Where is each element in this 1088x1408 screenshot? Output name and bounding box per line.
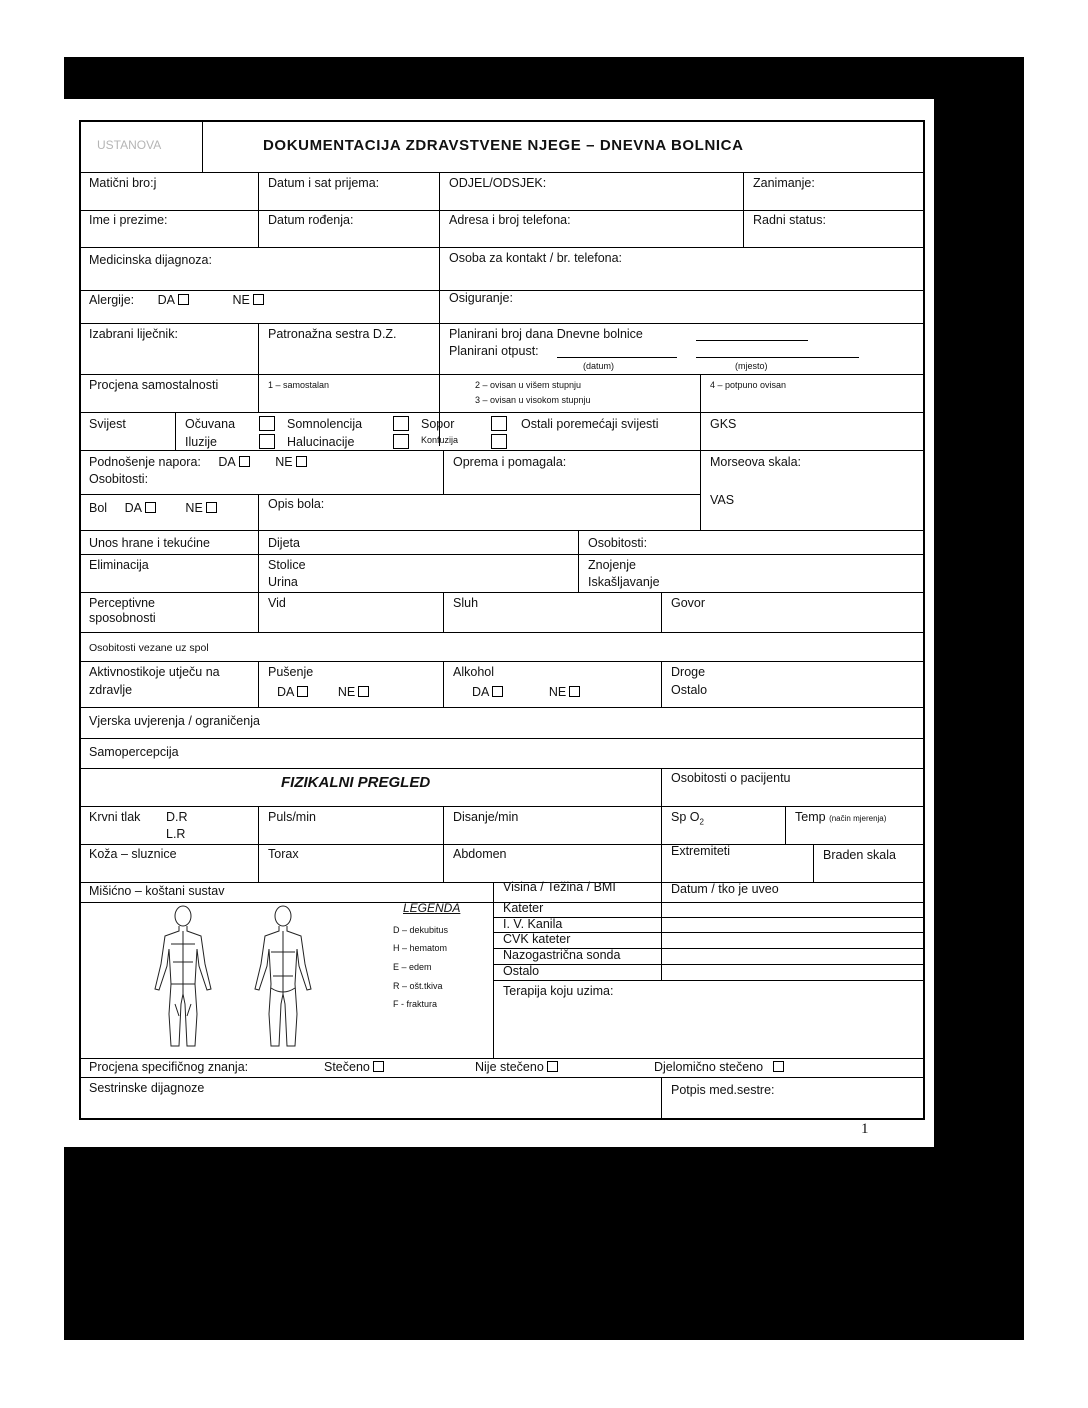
body-front-icon: [155, 906, 211, 1046]
vid-label: Vid: [268, 596, 286, 610]
disanje-label: Disanje/min: [453, 810, 519, 824]
osiguranje-label: Osiguranje:: [449, 291, 513, 305]
djelomicno-checkbox[interactable]: [773, 1061, 784, 1072]
nije-steceno-option: Nije stečeno: [475, 1060, 558, 1074]
alkohol-ne-checkbox[interactable]: [569, 686, 580, 697]
alkohol-da-checkbox[interactable]: [492, 686, 503, 697]
legend-f: F - fraktura: [393, 999, 438, 1009]
koza-label: Koža – sluznice: [89, 847, 177, 861]
fizikalni-pregled-heading: FIZIKALNI PREGLED: [281, 774, 431, 791]
opis-bola-label: Opis bola:: [268, 497, 325, 511]
dijeta-label: Dijeta: [268, 536, 300, 550]
device-kateter: Kateter: [503, 901, 544, 915]
napor-osobitosti-label: Osobitosti:: [89, 472, 149, 486]
sluh-label: Sluh: [453, 596, 479, 610]
nije-steceno-checkbox[interactable]: [547, 1061, 558, 1072]
ocuvana-label: Očuvana: [185, 417, 236, 431]
planirani-dani-label: Planirani broj dana Dnevne bolnice: [449, 327, 643, 341]
droge-label: Droge: [671, 665, 706, 679]
patronazna-label: Patronažna sestra D.Z.: [268, 327, 397, 341]
puls-label: Puls/min: [268, 810, 316, 824]
torax-label: Torax: [268, 847, 299, 861]
ocuvana-checkbox[interactable]: [259, 416, 275, 431]
vas-label: VAS: [710, 493, 735, 507]
scan-border-top: [64, 57, 1024, 99]
halucinacije-checkbox[interactable]: [393, 434, 409, 449]
pusenje-options: DA NE: [277, 685, 369, 699]
napor-da-checkbox[interactable]: [239, 456, 250, 467]
institution-label: USTANOVA: [97, 138, 162, 152]
morse-label: Morseova skala:: [710, 455, 802, 469]
stolice-label: Stolice: [268, 558, 306, 572]
device-nazogastricna: Nazogastrična sonda: [503, 948, 621, 962]
spo2-label: Sp $O_2$: [671, 810, 704, 827]
datum-caption: (datum): [583, 361, 615, 371]
osobitosti-spol-label: Osobitosti vezane uz spol: [89, 642, 209, 654]
legend-d: D – dekubitus: [393, 925, 449, 935]
ime-prezime-label: Ime i prezime:: [89, 213, 168, 227]
radni-status-label: Radni status:: [753, 213, 826, 227]
samostalnost-3: 3 – ovisan u visokom stupnju: [475, 395, 591, 405]
terapija-label: Terapija koju uzima:: [503, 984, 614, 998]
procjena-znanja-label: Procjena specifičnog znanja:: [89, 1060, 249, 1074]
procjena-samostalnosti-label: Procjena samostalnosti: [89, 378, 219, 392]
datum-rodenja-label: Datum rođenja:: [268, 213, 354, 227]
podnosenje-napora-label: Podnošenje napora: DA NE: [89, 455, 307, 469]
krvni-dr-label: D.R: [166, 810, 188, 824]
abdomen-label: Abdomen: [453, 847, 507, 861]
bol-da-checkbox[interactable]: [145, 502, 156, 513]
napor-ne-checkbox[interactable]: [296, 456, 307, 467]
maticni-broj-label: Matični bro:j: [89, 176, 157, 190]
alergije-da-checkbox[interactable]: [178, 294, 189, 305]
bol-label: Bol DA NE: [89, 501, 217, 515]
odjel-label: ODJEL/ODSJEK:: [449, 176, 547, 190]
alkohol-label: Alkohol: [453, 665, 494, 679]
alkohol-options: DA NE: [472, 685, 580, 699]
krvni-tlak-label: Krvni tlak: [89, 810, 141, 824]
aktivnosti-label-2: zdravlje: [89, 683, 133, 697]
zanimanje-label: Zanimanje:: [753, 176, 815, 190]
unos-osobitosti-label: Osobitosti:: [588, 536, 648, 550]
temp-label: Temp (način mjerenja): [795, 810, 887, 824]
konfuzija-checkbox[interactable]: [491, 434, 507, 449]
potpis-label: Potpis med.sestre:: [671, 1083, 775, 1097]
iluzije-checkbox[interactable]: [259, 434, 275, 449]
samostalnost-4: 4 – potpuno ovisan: [710, 380, 787, 390]
page-number: 1: [861, 1121, 869, 1137]
visina-tezina-label: Visina / Težina / BMI: [503, 880, 616, 894]
body-back-icon: [255, 906, 311, 1046]
pusenje-ne-checkbox[interactable]: [358, 686, 369, 697]
legend-e: E – edem: [393, 962, 432, 972]
datum-tko-label: Datum / tko je uveo: [671, 882, 779, 896]
datum-prijema-label: Datum i sat prijema:: [268, 176, 380, 190]
scan-border-right: [934, 57, 1024, 1147]
legend-title: LEGENDA: [403, 901, 461, 915]
konfuzija-label: Konfuzija: [421, 435, 459, 445]
djelomicno-option: Djelomično stečeno: [654, 1060, 784, 1074]
device-cvk: CVK kateter: [503, 932, 571, 946]
unos-hrane-label: Unos hrane i tekućine: [89, 536, 210, 550]
misicno-kostani-label: Mišićno – koštani sustav: [89, 884, 225, 898]
aktivnosti-label-1: Aktivnostikoje utječu na: [89, 665, 220, 679]
pusenje-da-checkbox[interactable]: [297, 686, 308, 697]
scan-border-bottom: [64, 1147, 1024, 1340]
sposobnosti-label: sposobnosti: [89, 611, 156, 625]
device-iv-kanila: I. V. Kanila: [503, 917, 563, 931]
osobitosti-pacijent-label: Osobitosti o pacijentu: [671, 771, 791, 785]
somnolencija-label: Somnolencija: [287, 417, 363, 431]
sopor-checkbox[interactable]: [491, 416, 507, 431]
adresa-label: Adresa i broj telefona:: [449, 213, 571, 227]
pusenje-label: Pušenje: [268, 665, 314, 679]
alergije-ne-checkbox[interactable]: [253, 294, 264, 305]
somnolencija-checkbox[interactable]: [393, 416, 409, 431]
svijest-label: Svijest: [89, 417, 126, 431]
vjerska-label: Vjerska uvjerenja / ograničenja: [89, 714, 260, 728]
legend-r: R – ošt.tkiva: [393, 981, 443, 991]
nursing-form: [79, 120, 925, 1120]
ekstremiteti-label: Extremiteti: [671, 844, 731, 858]
ostalo-label: Ostalo: [671, 683, 708, 697]
samostalnost-1: 1 – samostalan: [268, 380, 330, 390]
device-ostalo: Ostalo: [503, 964, 540, 978]
gks-label: GKS: [710, 417, 737, 431]
braden-label: Braden skala: [823, 848, 896, 862]
ostali-poremecaji-label: Ostali poremećaji svijesti: [521, 417, 659, 431]
lijecnik-label: Izabrani liječnik:: [89, 327, 178, 341]
govor-label: Govor: [671, 596, 706, 610]
krvni-lr-label: L.R: [166, 827, 186, 841]
steceno-option: Stečeno: [324, 1060, 384, 1074]
sestrinske-dijagnoze-label: Sestrinske dijagnoze: [89, 1081, 205, 1095]
alergije-label: Alergije: DA NE: [89, 293, 264, 307]
dijagnoza-label: Medicinska dijagnoza:: [89, 253, 212, 267]
mjesto-caption: (mjesto): [735, 361, 768, 371]
znojenje-label: Znojenje: [588, 558, 636, 572]
legend-h: H – hematom: [393, 943, 448, 953]
kontakt-label: Osoba za kontakt / br. telefona:: [449, 251, 623, 265]
otpust-label: Planirani otpust:: [449, 344, 539, 358]
form-title: DOKUMENTACIJA ZDRAVSTVENE NJEGE – DNEVNA BOLNICA: [263, 137, 744, 154]
eliminacija-label: Eliminacija: [89, 558, 149, 572]
body-diagram: [131, 904, 341, 1054]
perceptivne-label: Perceptivne: [89, 596, 156, 610]
oprema-label: Oprema i pomagala:: [453, 455, 567, 469]
urina-label: Urina: [268, 575, 298, 589]
halucinacije-label: Halucinacije: [287, 435, 355, 449]
steceno-checkbox[interactable]: [373, 1061, 384, 1072]
bol-ne-checkbox[interactable]: [206, 502, 217, 513]
samopercepcija-label: Samopercepcija: [89, 745, 179, 759]
iskasljavanje-label: Iskašljavanje: [588, 575, 660, 589]
iluzije-label: Iluzije: [185, 435, 217, 449]
sopor-label: Sopor: [421, 417, 455, 431]
samostalnost-2: 2 – ovisan u višem stupnju: [475, 380, 582, 390]
